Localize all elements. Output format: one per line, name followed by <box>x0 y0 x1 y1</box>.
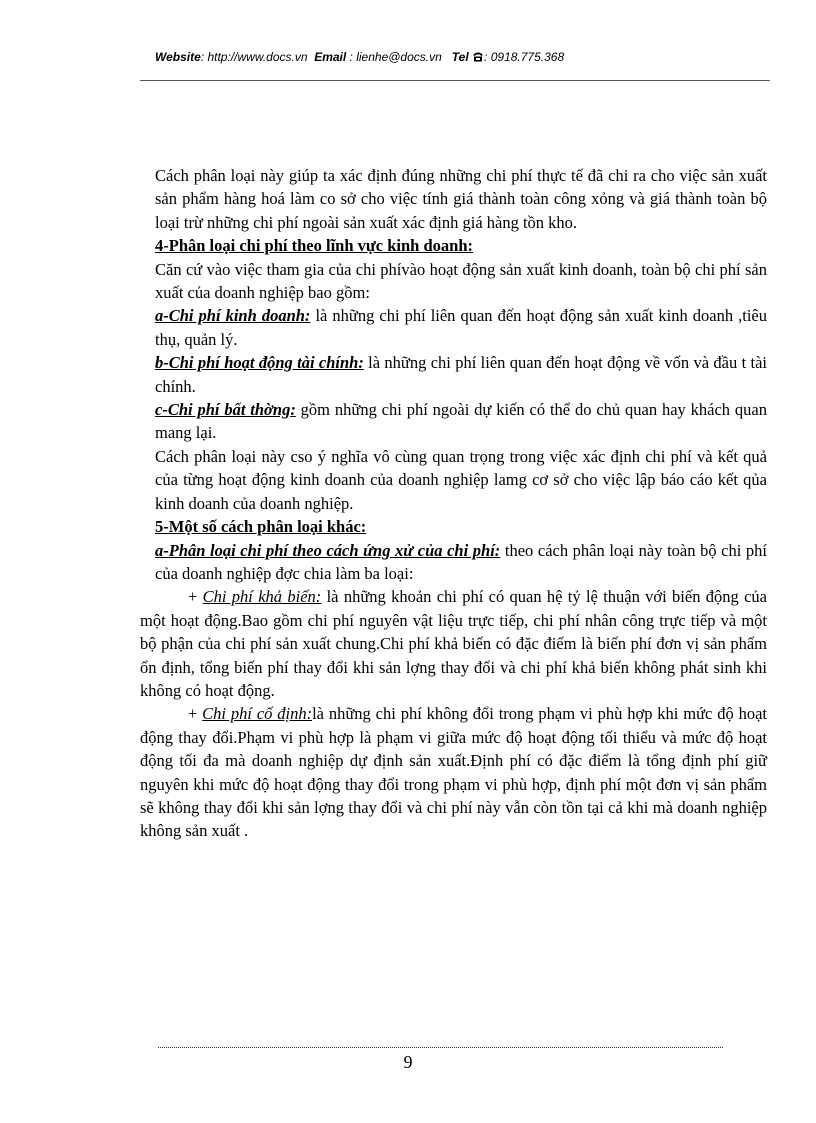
variable-cost-paragraph <box>140 585 767 702</box>
item-b <box>155 351 767 398</box>
email-label: Email <box>314 50 347 64</box>
variable-cost-text: là những khoản chi phí có quan hệ tỷ lệ thuận với biến động của một hoạt động.Bao gồm chi phí nguyên vật liệu trực tiếp, chi phí nhân công trực tiếp và một bộ phận của chi phí sản xuất chung.Chi phí khả biến có đặc điểm là biến phí đơn vị sản phẩm ổn định, tổng biến phí thay đổi khi sản lợng thay đổi và chi phí khả biến không phát sinh khi không có hoạt động. <box>140 587 768 700</box>
item-5a <box>155 539 767 586</box>
paragraph-2: Căn cứ vào việc tham gia của chi phívào hoạt động sản xuất kinh doanh, toàn bộ chi phí sản xuất của doanh nghiệp bao gồm: <box>155 259 767 303</box>
item-a-text: là những chi phí liên quan đến hoạt động sản xuất kinh doanh ,tiêu thụ, quản lý. <box>155 306 767 349</box>
document-body <box>140 164 768 843</box>
page-number: 9 <box>403 1052 413 1072</box>
fixed-cost-paragraph <box>140 702 767 842</box>
email-value[interactable]: : lienhe@docs.vn <box>349 50 442 64</box>
item-b-text: là những chi phí liên quan đến hoạt động về vốn và đầu t tài chính. <box>155 353 767 396</box>
item-c <box>155 398 767 445</box>
item-5a-text: theo cách phân loại này toàn bộ chi phí của doanh nghiệp đợc chia làm ba loại: <box>155 540 767 583</box>
item-5a-label: a-Phân loại chi phí theo cách ứng xử của chi phí: <box>155 540 501 560</box>
paragraph-1: Cách phân loại này giúp ta xác định đúng những chi phí thực tế đã chi ra cho việc sản xuất sản phẩm hàng hoá làm co sở cho việc tính giá thành toàn công xỏng và giá thành toàn bộ loại trừ những chi phí ngoài sản xuất xác định giá hàng tồn kho. <box>155 166 767 232</box>
section-5-heading: 5-Một số cách phân loại khác: <box>155 517 367 537</box>
website-label: Website <box>155 50 201 64</box>
item-a-label: a-Chi phí kinh doanh: <box>155 306 311 326</box>
fixed-cost-label: Chi phí cố định: <box>202 704 313 724</box>
item-a <box>155 304 767 351</box>
fixed-cost-prefix: + <box>188 704 203 724</box>
tel-value: : 0918.775.368 <box>484 50 565 64</box>
page-header <box>155 50 564 64</box>
variable-cost-label: Chi phí khả biến: <box>202 587 322 607</box>
footer-divider <box>158 1047 723 1048</box>
fixed-cost-text: là những chi phí không đổi trong phạm vi phù hợp khi mức độ hoạt động thay đổi.Phạm vi phù hợp là phạm vi giữa mức độ hoạt động tối thiểu và mức độ hoạt động tối đa mà doanh nghiệp dự định sản xuất.Định phí có đặc điểm là tổng định phí giữ nguyên khi mức độ hoạt động thay đổi trong phạm vi phù hợp, định phí một đơn vị sản phẩm sẽ không thay đổi khi sản lợng thay đổi và chi phí này vẫn còn tồn tại cả khi mà doanh nghiệp không sản xuất . <box>140 704 767 841</box>
item-b-label: b-Chi phí hoạt động tài chính: <box>155 353 364 373</box>
paragraph-3: Cách phân loại này cso ý nghĩa vô cùng quan trọng trong việc xác định chi phí và kết quả của từng hoạt động kinh doanh của doanh nghiệp lamg cơ sở cho việc lập báo cáo kết qủa kinh doanh của doanh nghiệp. <box>155 446 767 513</box>
item-c-label: c-Chi phí bất thờng: <box>155 400 296 420</box>
phone-icon <box>472 51 484 62</box>
item-c-text: gồm những chi phí ngoài dự kiến có thể do chủ quan hay khách quan mang lại. <box>155 400 767 443</box>
header-divider <box>140 80 770 81</box>
variable-cost-prefix: + <box>188 587 203 607</box>
website-url[interactable]: : http://www.docs.vn <box>200 50 308 64</box>
section-4-heading: 4-Phân loại chi phí theo lĩnh vực kinh doanh: <box>155 236 473 256</box>
tel-label: Tel <box>451 50 469 64</box>
